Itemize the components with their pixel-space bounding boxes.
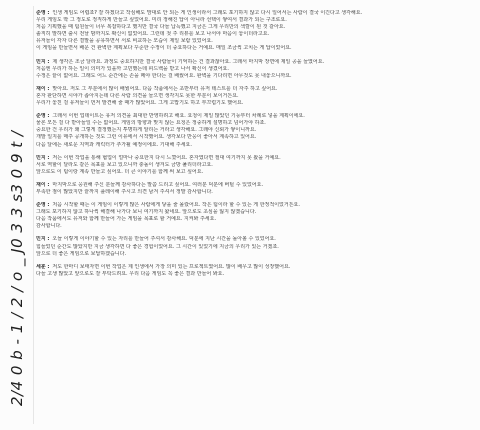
line-text: 유저들이 각자 다른 결말을 공유하면서 서로 비교하는 모습이 제일 보람 있었어요.: [36, 38, 213, 45]
margin-rule: [33, 6, 34, 424]
dialogue-paragraph: [36, 202, 470, 230]
dialogue-line: [36, 169, 470, 176]
line-text: 그래도 포기하지 않고 하나씩 해결해 나가다 보니 여기까지 왔네요. 앞으로도 초심을 잃지 않겠습니다.: [36, 209, 257, 216]
line-text: 힘들었던 순간도 많았지만 지금 생각하면 다 좋은 경험이었어요. 그 시간이 있었기에 지금의 우리가 있는 거겠죠.: [36, 243, 279, 250]
margin-stamp: 2/4 0 b - 1 / 2 / o _ J0 3 3 s3 0 9 t /: [8, 130, 26, 406]
dialogue-line: [36, 223, 470, 230]
line-text: 물론 모든 걸 다 받아들일 수는 없어요. 게임의 방향과 맞지 않는 요청은 정중하게 설명하고 넘어가야 하죠.: [36, 120, 266, 127]
dialogue-line: [36, 251, 470, 258]
dialogue-line: [36, 142, 470, 149]
dialogue-line: [36, 271, 470, 278]
line-text: 감사합니다.: [36, 223, 62, 230]
dialogue-line: [36, 120, 470, 127]
line-text: 이 게임을 만들면서 배운 건 완벽한 계획보다 꾸준한 수정이 더 중요하다는 거예요. 매일 조금씩 고치는 게 답이었어요.: [36, 45, 292, 52]
line-text: 부족한 점이 많았지만 끝까지 플레이해 주시고 의견 남겨 주셔서 정말 감사합니다.: [36, 188, 213, 195]
speaker-label: 준영 :: [36, 113, 50, 120]
dialogue-line: [36, 216, 470, 223]
dialogue-line: [36, 127, 470, 134]
dialogue-line: [36, 189, 470, 196]
line-text: 중요한 건 우리가 왜 그렇게 결정했는지 투명하게 알리는 거라고 생각해요. 그래야 신뢰가 쌓이니까요.: [36, 127, 257, 134]
dialogue-line: [36, 100, 470, 107]
dialogue-paragraph: [36, 182, 470, 196]
dialogue-paragraph: [36, 86, 470, 107]
line-text: 저도 한마디 보태자면 이번 작업은 제 인생에서 가장 의미 있는 프로젝트였어요. 많이 배우고 많이 성장했어요.: [52, 263, 291, 270]
dialogue-line: [36, 73, 470, 80]
line-text: 다음 작품에서도 유저와 함께 만들어 가는 게임을 목표로 할 거예요. 지켜봐 주세요.: [36, 216, 217, 223]
dialogue-paragraph: [36, 59, 470, 80]
dialogue-line: [36, 182, 470, 189]
transcript-body: [36, 10, 470, 424]
line-text: 개발 일지를 매주 공개하는 것도 그런 이유에서 시작했어요. 생각보다 반응이 좋아서 계속하고 있어요.: [36, 134, 257, 141]
dialogue-line: [36, 202, 470, 209]
line-text: 맞아요. 저도 그 부분에서 많이 배웠어요. 다음 작품에서는 초반부터 유저 테스트를 더 자주 하고 싶어요.: [52, 85, 278, 92]
line-text: 마지막으로 응원해 주신 분들께 감사하다는 말씀 드리고 싶어요. 여러분 덕분에 버틸 수 있었어요.: [52, 181, 264, 188]
line-text: 다음 달에는 새로운 지역과 캐릭터가 추가될 예정이에요. 기대해 주세요.: [36, 141, 192, 148]
line-text: 우리 게임도 딱 그 정도로 정직하게 만들고 싶었어요. 미리 정해진 답이 아니라 선택이 쌓여서 결과가 되는 구조로요.: [36, 17, 287, 24]
line-text: 인생 게임도 어렵죠? 잘 하겠다고 작심해도 맘대로 안 되는 게 인생이라서 그래도 포기하지 않고 다시 일어서는 사람이 결국 이긴다고 생각해요.: [52, 10, 363, 16]
speaker-label: 준영 :: [36, 202, 50, 209]
line-text: 다들 고생 많았고 앞으로도 잘 부탁드려요. 우리 다음 게임도 꼭 좋은 결과 만들어 봐요.: [36, 270, 225, 277]
dialogue-line: [36, 93, 470, 100]
dialogue-line: [36, 209, 470, 216]
line-text: 제 생각은 조금 달라요. 과정도 중요하지만 결국 사람들이 기억하는 건 결과잖아요. 그래서 마지막 장면에 제일 공을 들였어요.: [52, 58, 325, 65]
line-text: 그래서 이번 업데이트는 유저 의견을 최대한 반영하려고 해요. 요청이 제일 많았던 기능부터 차례로 넣을 계획이에요.: [52, 113, 305, 120]
dialogue-line: [36, 134, 470, 141]
dialogue-line: [36, 31, 470, 38]
line-text: 우리가 놓친 걸 유저들이 먼저 발견해 줄 때가 많았어요. 그게 고맙기도 하고 부끄럽기도 했어요.: [36, 100, 244, 107]
dialogue-paragraph: [36, 10, 470, 53]
line-text: 처음 시작할 때는 이 게임이 이렇게 많은 사람에게 닿을 줄 몰랐어요. 작은 팀이라 할 수 있는 게 한정적이었거든요.: [52, 202, 300, 209]
line-text: 서로 역할이 달라도 같은 목표를 보고 있으니까 충돌이 생겨도 금방 풀리더라고요.: [36, 161, 213, 168]
line-text: 저는 이번 작업을 통해 협업이 얼마나 중요한지 다시 느꼈어요. 혼자였다면 절대 여기까지 못 왔을 거예요.: [52, 154, 281, 161]
dialogue-line: [36, 66, 470, 73]
line-text: 처음엔 우리가 하는 일이 의미가 있을까 고민했는데 피드백을 받고 나서 확신이 생겼어요.: [36, 65, 229, 72]
dialogue-line: [36, 236, 470, 243]
dialogue-paragraph: [36, 264, 470, 278]
dialogue-line: [36, 86, 470, 93]
speaker-label: 준영 :: [36, 10, 50, 16]
line-text: 앞으로 더 좋은 게임으로 보답하겠습니다.: [36, 250, 127, 257]
line-text: 혼자 판단하면 시야가 좁아지는데 다른 사람 의견을 들으면 생각지도 못한 부분이 보이거든요.: [36, 92, 239, 99]
dialogue-line: [36, 244, 470, 251]
line-text: 처음 기획했을 때 팀원들이 너무 복잡하다고 했지만 결국 다들 납득했고 지금은 그게 우리만의 색깔이 된 것 같아요.: [36, 24, 286, 31]
dialogue-line: [36, 17, 470, 24]
dialogue-line: [36, 10, 470, 17]
dialogue-paragraph: [36, 236, 470, 257]
speaker-label: 재이 :: [36, 181, 50, 188]
speaker-label: 세훈 :: [36, 263, 50, 270]
line-text: 오늘 이렇게 이야기할 수 있는 자리를 만들어 주셔서 감사해요. 덕분에 지난 시간을 돌아볼 수 있었어요.: [52, 236, 276, 243]
speaker-label: 민지 :: [36, 154, 50, 161]
line-text: 솔직히 말하면 출시 전날 밤까지도 확신이 없었어요. 그런데 첫 주 리뷰를 보고 나서야 마음이 놓이더라고요.: [36, 31, 270, 38]
dialogue-paragraph: [36, 155, 470, 176]
speaker-label: 민지 :: [36, 236, 50, 243]
speaker-label: 재이 :: [36, 85, 50, 92]
line-text: 앞으로도 이 팀이랑 계속 만들고 싶어요. 더 큰 이야기를 함께 써 보고 싶어요.: [36, 168, 204, 175]
dialogue-line: [36, 264, 470, 271]
dialogue-line: [36, 24, 470, 31]
dialogue-line: [36, 38, 470, 45]
dialogue-line: [36, 113, 470, 120]
dialogue-line: [36, 45, 470, 52]
dialogue-paragraph: [36, 113, 470, 148]
dialogue-line: [36, 59, 470, 66]
dialogue-line: [36, 155, 470, 162]
line-text: 수정은 끝이 없어요. 그래도 어느 순간에는 손을 떼야 한다는 걸 배웠어요. 완벽을 기다리면 아무것도 못 내놓으니까요.: [36, 72, 292, 79]
dialogue-line: [36, 162, 470, 169]
speaker-label: 민지 :: [36, 58, 50, 65]
